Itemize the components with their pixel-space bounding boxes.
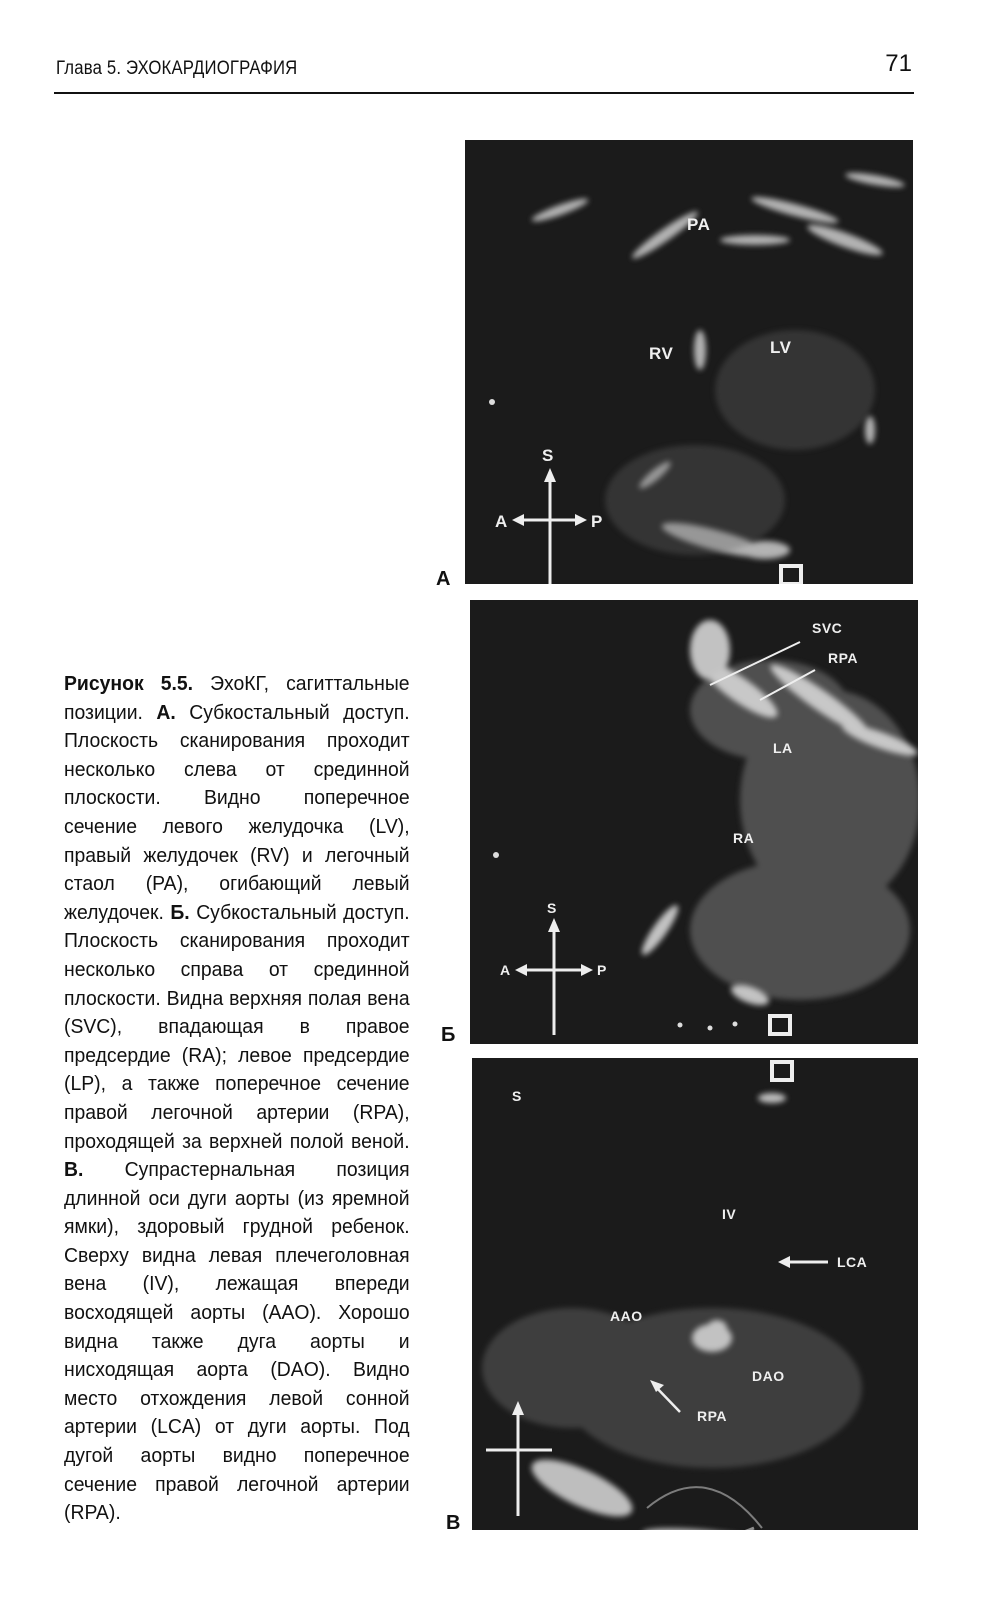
label-lv: LV — [770, 338, 792, 357]
panel-letter-c: В — [446, 1512, 461, 1534]
echo-panel-b — [470, 600, 918, 1044]
echo-panel-a — [465, 140, 913, 584]
label-lca: LCA — [837, 1254, 868, 1270]
caption-intro: ЭхоКГ, сагиттальные позиции. — [64, 673, 410, 724]
orient-a: A — [500, 962, 511, 978]
figure-caption — [64, 670, 410, 1528]
label-ra: RA — [733, 830, 755, 846]
panel-letter-b: Б — [441, 1024, 456, 1046]
caption-a-text: Субкостальный доступ. Плоскость сканирования проходит несколько слева от срединной плоскости. Видно поперечное сечение левого желудочка (LV), правый желудочек (RV) и легочный стаол (PA), огибающий левый желудочек. — [64, 701, 410, 924]
label-la: LA — [773, 740, 793, 756]
orient-p: P — [597, 962, 607, 978]
caption-b-text: Субкостальный доступ. Плоскость сканирования проходит несколько справа от срединной плоскости. Видна верхняя полая вена (SVC), впадающая в правое предсердие (RA); левое предсердие (LP), а также поперечное сечение правой легочной артерии (RPA), проходящей за верхней полой веной. — [64, 901, 410, 1153]
label-rpa: RPA — [697, 1408, 728, 1424]
orient-p: P — [591, 512, 603, 531]
ultrasound-image-a — [465, 140, 913, 584]
echo-panel-c — [472, 1058, 918, 1530]
ultrasound-image-c — [472, 1058, 918, 1530]
label-dao: DAO — [752, 1368, 785, 1384]
chapter-title: Глава 5. ЭХОКАРДИОГРАФИЯ — [56, 58, 298, 79]
label-rv: RV — [649, 344, 674, 363]
caption-b-label: Б. — [170, 901, 190, 924]
label-svc: SVC — [812, 620, 843, 636]
label-rpa: RPA — [828, 650, 859, 666]
label-aao: AAO — [610, 1308, 643, 1324]
panel-letter-a: А — [436, 568, 451, 590]
caption-a-label: А. — [156, 701, 176, 724]
ultrasound-image-b — [470, 600, 918, 1044]
label-iv: IV — [722, 1206, 737, 1222]
orient-s: S — [542, 446, 554, 465]
caption-c-label: В. — [64, 1159, 84, 1182]
orient-s: S — [547, 900, 557, 916]
page-number: 71 — [885, 50, 912, 77]
header-rule — [54, 92, 914, 94]
orient-s: S — [512, 1088, 522, 1104]
caption-c-text: Супрастернальная позиция длинной оси дуги аорты (из яремной ямки), здоровый грудной ребенок. Сверху видна левая плечеголовная вена (IV), лежащая впереди восходящей аорты (AAO). Хорошо видна также дуга аорты и нисходящая аорта (DAO). Видно место отхождения левой сонной артерии (LCA) от дуги аорты. Под дугой аорты видно поперечное сечение правой легочной артерии (RPA). — [64, 1159, 410, 1525]
orient-a: A — [495, 512, 508, 531]
label-pa: PA — [687, 215, 711, 234]
figure-label: Рисунок 5.5. — [64, 673, 194, 695]
